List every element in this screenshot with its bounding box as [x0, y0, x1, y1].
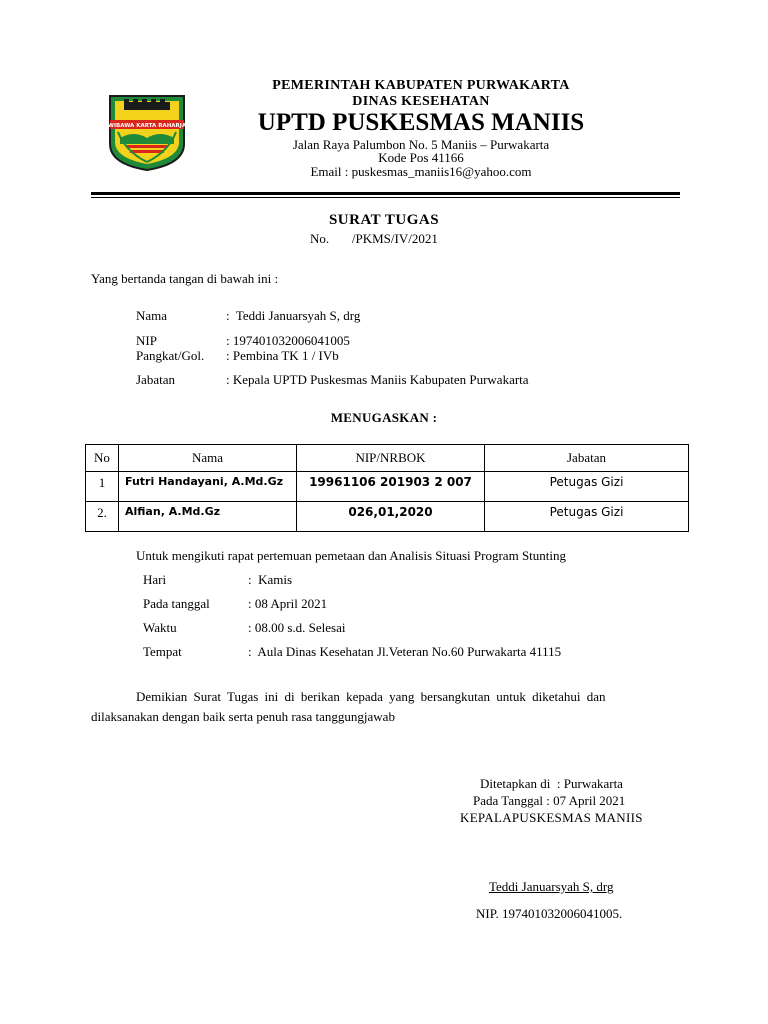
signer-name-label: Nama	[136, 308, 168, 323]
column-header-no: No	[86, 445, 119, 472]
signer-nip-value: : 197401032006041005	[226, 333, 350, 348]
letterhead-title: UPTD PUSKESMAS MANIIS	[257, 109, 585, 136]
schedule-date-value: : 08 April 2021	[248, 596, 328, 611]
signature-position: KEPALAPUSKESMAS MANIIS	[460, 810, 643, 825]
cell-nip: 19961106 201903 2 007	[297, 472, 485, 502]
closing-paragraph-line-1: Demikian Surat Tugas ini di berikan kepada yang bersangkutan untuk diketahui dan	[136, 689, 606, 704]
cell-no: 1	[86, 472, 119, 502]
signature-nip: NIP. 197401032006041005.	[476, 906, 623, 921]
schedule-time-label: Waktu	[143, 620, 177, 635]
schedule-place-label: Tempat	[143, 644, 182, 659]
letterhead-agency: DINAS KESEHATAN	[352, 94, 490, 109]
assignment-heading: MENUGASKAN :	[330, 410, 438, 425]
cell-name: Futri Handayani, A.Md.Gz	[119, 472, 297, 502]
schedule-day-value: : Kamis	[248, 572, 293, 587]
cell-position: Petugas Gizi	[485, 472, 689, 502]
table-row	[86, 502, 689, 532]
cell-nip: 026,01,2020	[297, 502, 485, 532]
column-header-name: Nama	[119, 445, 297, 472]
schedule-place-value: : Aula Dinas Kesehatan Jl.Veteran No.60 Purwakarta 41115	[248, 644, 562, 659]
letterhead-government: PEMERINTAH KABUPATEN PURWAKARTA	[272, 78, 570, 93]
signer-rank-label: Pangkat/Gol.	[136, 348, 205, 363]
letterhead-divider-thick	[91, 192, 680, 195]
signature-date: Pada Tanggal : 07 April 2021	[473, 793, 626, 808]
letterhead-postal-code: Kode Pos 41166	[378, 150, 464, 165]
signer-nip-label: NIP	[136, 333, 157, 348]
schedule-date-label: Pada tanggal	[143, 596, 210, 611]
closing-paragraph-line-2: dilaksanakan dengan baik serta penuh rasa tanggungjawab	[91, 709, 395, 724]
document-number: No. /PKMS/IV/2021	[310, 231, 438, 246]
logo-motto: WIBAWA KARTA RAHARJA	[107, 123, 187, 129]
intro-text: Yang bertanda tangan di bawah ini :	[91, 271, 279, 286]
cell-position: Petugas Gizi	[485, 502, 689, 532]
signature-name: Teddi Januarsyah S, drg	[489, 879, 614, 894]
cell-name: Alfian, A.Md.Gz	[119, 502, 297, 532]
column-header-position: Jabatan	[485, 445, 689, 472]
purpose-text: Untuk mengikuti rapat pertemuan pemetaan dan Analisis Situasi Program Stunting	[136, 548, 567, 563]
assignee-table	[85, 444, 689, 532]
schedule-time-value: : 08.00 s.d. Selesai	[248, 620, 346, 635]
table-header-row	[86, 445, 689, 472]
letterhead-address: Jalan Raya Palumbon No. 5 Maniis – Purwakarta	[292, 137, 550, 152]
signer-name-value: : Teddi Januarsyah S, drg	[226, 308, 361, 323]
letterhead-divider-thin	[91, 197, 680, 198]
letterhead-email: Email : puskesmas_maniis16@yahoo.com	[310, 164, 532, 179]
cell-no: 2.	[86, 502, 119, 532]
signer-position-value: : Kepala UPTD Puskesmas Maniis Kabupaten Purwakarta	[226, 372, 529, 387]
schedule-day-label: Hari	[143, 572, 167, 587]
document-title: SURAT TUGAS	[328, 212, 440, 228]
signer-rank-value: : Pembina TK 1 / IVb	[226, 348, 339, 363]
signature-place: Ditetapkan di : Purwakarta	[480, 776, 623, 791]
table-row	[86, 472, 689, 502]
signer-position-label: Jabatan	[136, 372, 175, 387]
column-header-nip: NIP/NRBOK	[297, 445, 485, 472]
